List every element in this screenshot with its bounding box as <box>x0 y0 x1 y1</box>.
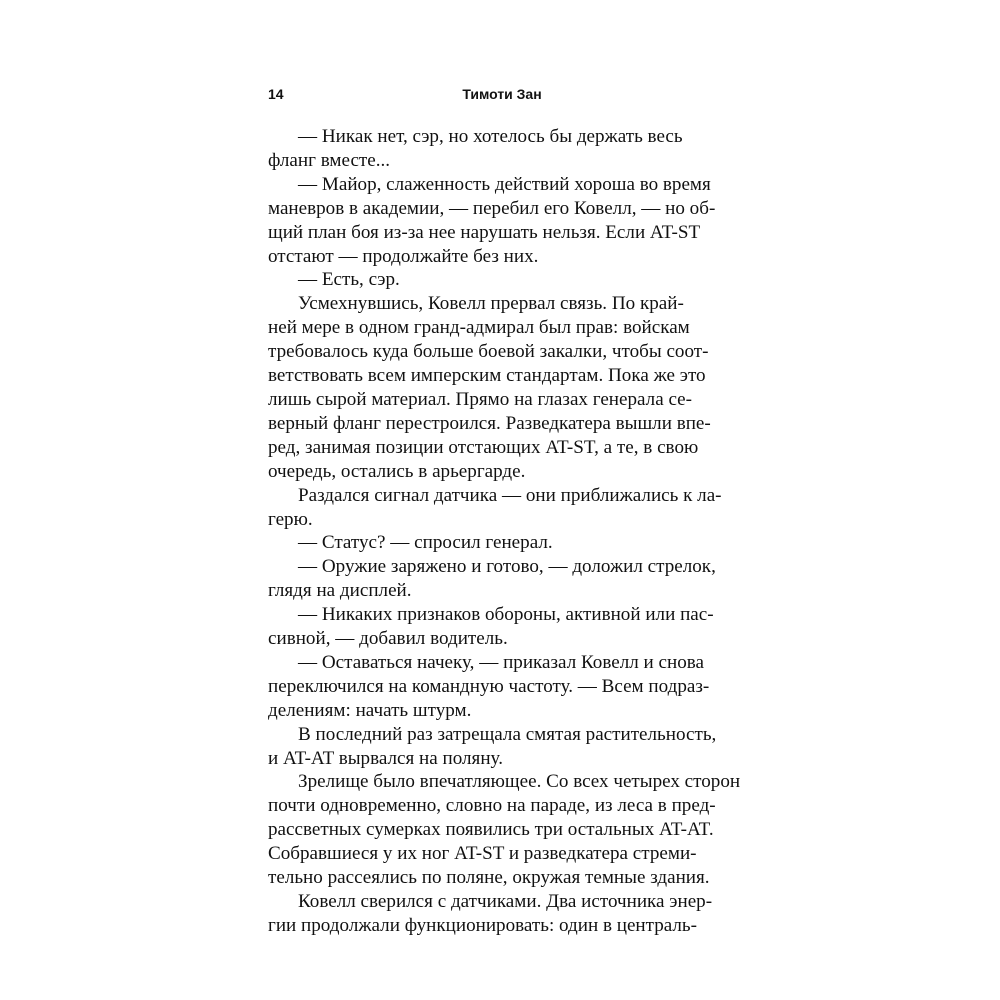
text-line: маневров в академии, — перебил его Ковелл, — но об- <box>268 197 716 219</box>
text-line: — Оружие заряжено и готово, — доложил стрелок, <box>298 556 716 578</box>
text-line: делениям: начать штурм. <box>268 699 472 721</box>
paragraph <box>268 770 741 890</box>
text-line: — Майор, слаженность действий хороша во время <box>298 173 711 195</box>
text-line: Собравшиеся у их ног AT-ST и разведкатера стреми- <box>268 843 697 865</box>
paragraph <box>268 531 736 555</box>
running-title: Тимоти Зан <box>462 86 542 102</box>
page-number: 14 <box>268 86 284 102</box>
text-line: щий план боя из-за нее нарушать нельзя. Если AT-ST <box>268 221 701 243</box>
text-line: Усмехнувшись, Ковелл прервал связь. По край- <box>298 293 684 315</box>
text-line: ветствовать всем имперским стандартам. Пока же это <box>268 365 706 387</box>
paragraph <box>268 268 736 292</box>
paragraph <box>268 292 736 483</box>
text-line: ней мере в одном гранд-адмирал был прав: войскам <box>268 317 690 339</box>
text-line: Зрелище было впечатляющее. Со всех четырех сторон <box>298 771 741 793</box>
text-line: почти одновременно, словно на параде, из леса в пред- <box>268 795 716 817</box>
text-line: отстают — продолжайте без них. <box>268 245 539 267</box>
text-line: и AT-AT вырвался на поляну. <box>268 747 503 769</box>
text-line: гии продолжали функционировать: один в централь- <box>268 914 698 936</box>
text-line: — Статус? — спросил генерал. <box>298 532 553 554</box>
text-line: В последний раз затрещала смятая растительность, <box>298 723 717 745</box>
running-head <box>268 86 736 108</box>
paragraph <box>268 125 736 173</box>
text-line: сивной, — добавил водитель. <box>268 628 508 650</box>
body-text <box>268 125 741 938</box>
text-line: — Никаких признаков обороны, активной или пас- <box>298 604 714 626</box>
text-line: очередь, остались в арьергарде. <box>268 460 526 482</box>
text-line: Раздался сигнал датчика — они приближались к ла- <box>298 484 722 506</box>
paragraph <box>268 555 736 603</box>
text-line: Ковелл сверился с датчиками. Два источника энер- <box>298 891 713 912</box>
text-line: лишь сырой материал. Прямо на глазах генерала се- <box>268 388 692 410</box>
text-line: рассветных сумерках появились три остальных AT-AT. <box>268 819 714 841</box>
text-line: — Никак нет, сэр, но хотелось бы держать весь <box>298 126 683 147</box>
paragraph <box>268 603 736 651</box>
paragraph <box>268 651 736 723</box>
text-line: переключился на командную частоту. — Всем подраз- <box>268 675 710 697</box>
text-line: ред, занимая позиции отстающих AT-ST, а те, в свою <box>268 436 699 458</box>
text-line: глядя на дисплей. <box>268 580 412 602</box>
text-line: верный фланг перестроился. Разведкатера вышли впе- <box>268 412 711 434</box>
text-line: — Есть, сэр. <box>298 269 400 291</box>
text-line: фланг вместе... <box>268 149 391 171</box>
text-line: требовалось куда больше боевой закалки, чтобы соот- <box>268 341 709 363</box>
paragraph <box>268 173 736 269</box>
text-line: — Оставаться начеку, — приказал Ковелл и снова <box>298 651 705 673</box>
paragraph <box>268 890 736 938</box>
text-line: тельно рассеялись по поляне, окружая темные здания. <box>268 867 710 889</box>
text-line: герю. <box>268 508 313 530</box>
paragraph <box>268 723 736 771</box>
paragraph <box>268 484 736 532</box>
